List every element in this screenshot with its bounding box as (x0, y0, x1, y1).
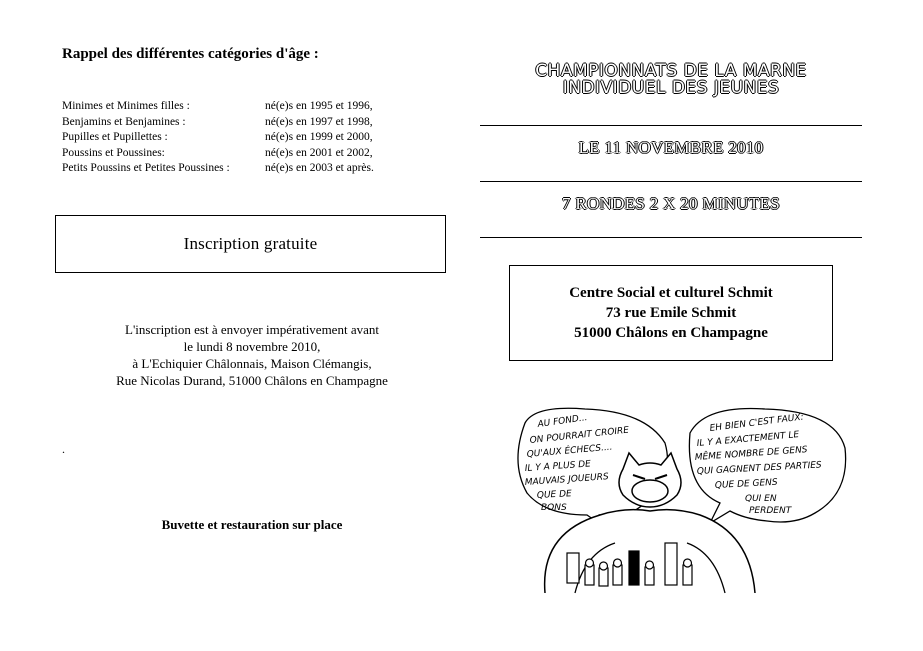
bishop-icon (629, 551, 639, 585)
bubble-line: MAUVAIS JOUEURS (524, 472, 610, 488)
age-years: né(e)s en 2001 et 2002, (265, 146, 373, 159)
inscription-gratuite-box: Inscription gratuite (55, 215, 446, 273)
buvette-text: Buvette et restauration sur place (161, 517, 343, 532)
pawn-icon (684, 559, 692, 567)
registration-notice (52, 321, 452, 389)
address-line: 73 rue Emile Schmit (605, 305, 737, 321)
age-category: Petits Poussins et Petites Poussines : (62, 162, 230, 174)
age-years: né(e)s en 1995 et 1996, (265, 100, 373, 112)
pawn-icon (600, 562, 608, 570)
cat-nose-icon (632, 480, 668, 502)
title-line-2: INDIVIDUEL DES JEUNES (562, 78, 780, 98)
bubble-line: PERDENT (749, 506, 792, 516)
age-years: né(e)s en 1997 et 1998, (265, 115, 373, 128)
notice-line: L'inscription est à envoyer impérativement avant (125, 322, 379, 337)
address-line: 51000 Châlons en Champagne (574, 325, 768, 341)
bubble-line: QUE DE GENS (714, 477, 778, 491)
age-row (62, 130, 374, 146)
age-row (62, 161, 374, 177)
bubble-line: QUI EN (745, 494, 777, 504)
pawn-icon (646, 561, 654, 569)
bubble-line: QU'AUX ÉCHECS.... (526, 442, 613, 460)
king-icon (665, 543, 677, 585)
divider (480, 181, 862, 182)
pawn-icon (585, 565, 594, 585)
age-categories-list (62, 99, 374, 177)
age-category: Benjamins et Benjamines : (62, 115, 186, 128)
rook-icon (567, 553, 579, 583)
bubble-line: QUE DE (536, 489, 572, 501)
title-line-1: CHAMPIONNATS DE LA MARNE (535, 61, 807, 81)
event-date: LE 11 NOVEMBRE 2010 (578, 138, 764, 157)
divider (480, 125, 862, 126)
bubble-line: ON POURRAIT CROIRE (529, 425, 630, 446)
bubble-line: QUI GAGNENT DES PARTIES (696, 460, 822, 477)
stray-dot: . (62, 442, 65, 456)
venue-address-box (509, 265, 833, 361)
notice-line: à L'Echiquier Châlonnais, Maison Clémangis, (132, 356, 372, 371)
pawn-icon (599, 568, 608, 586)
address-line: Centre Social et culturel Schmit (569, 285, 773, 301)
age-categories-title: Rappel des différentes catégories d'âge : (62, 46, 319, 62)
bubble-line: AU FOND... (537, 413, 589, 430)
bubble-line: IL Y A EXACTEMENT LE (696, 430, 800, 449)
bubble-line: EH BIEN C'EST FAUX: (709, 412, 805, 434)
age-category: Poussins et Poussines: (62, 146, 165, 159)
championship-title (480, 63, 862, 97)
age-years: né(e)s en 1999 et 2000, (265, 131, 373, 143)
age-years: né(e)s en 2003 et après. (265, 162, 374, 174)
age-row (62, 99, 374, 115)
divider (480, 237, 862, 238)
pawn-icon (613, 565, 622, 585)
pawn-icon (645, 567, 654, 585)
age-row (62, 115, 374, 131)
pawn-icon (614, 559, 622, 567)
age-row (62, 146, 374, 162)
notice-line: le lundi 8 novembre 2010, (183, 339, 321, 354)
rounds-info: 7 RONDES 2 X 20 MINUTES (562, 194, 780, 213)
pawn-icon (586, 559, 594, 567)
age-category: Pupilles et Pupillettes : (62, 131, 168, 143)
notice-line: Rue Nicolas Durand, 51000 Châlons en Champagne (116, 373, 388, 388)
bubble-line: MÊME NOMBRE DE GENS (694, 445, 808, 463)
bubble-line: IL Y A PLUS DE (524, 459, 592, 474)
bubble-line: BONS (541, 503, 567, 513)
cat-chess-cartoon (505, 403, 850, 603)
pawn-icon (683, 565, 692, 585)
age-category: Minimes et Minimes filles : (62, 100, 190, 112)
